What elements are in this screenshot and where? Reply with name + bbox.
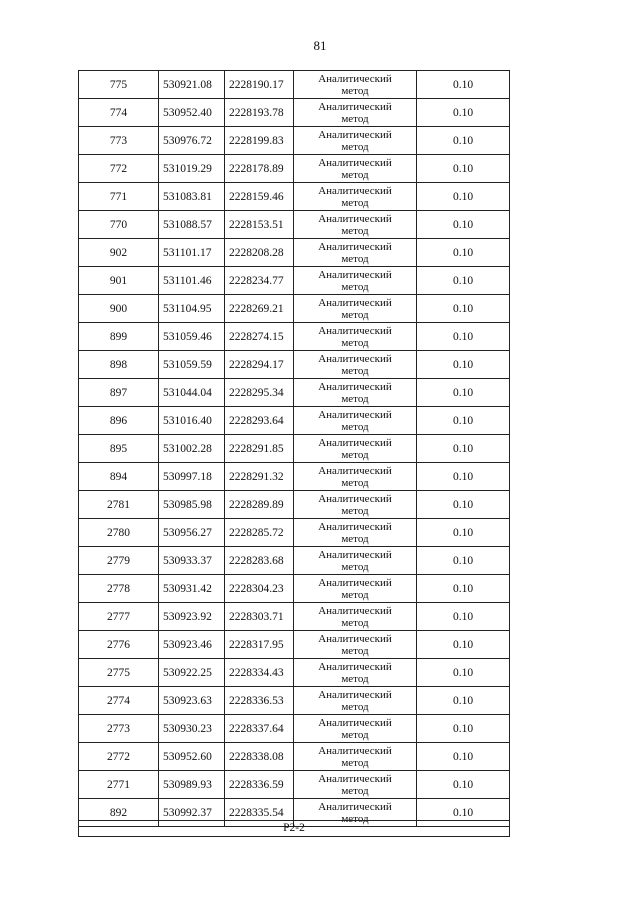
accuracy-cell: 0.10 — [417, 771, 510, 799]
method-cell — [294, 295, 417, 323]
y-coordinate-cell: 2228294.17 — [225, 351, 294, 379]
x-coordinate-cell: 531044.04 — [159, 379, 225, 407]
table-row — [79, 379, 510, 407]
method-cell — [294, 323, 417, 351]
point-id-cell: 2771 — [79, 771, 159, 799]
y-coordinate-cell: 2228159.46 — [225, 183, 294, 211]
x-coordinate-cell: 531059.59 — [159, 351, 225, 379]
accuracy-cell: 0.10 — [417, 407, 510, 435]
method-line-2: метод — [341, 476, 369, 489]
table-row — [79, 575, 510, 603]
method-line-2: метод — [341, 168, 369, 181]
table-row — [79, 715, 510, 743]
accuracy-cell: 0.10 — [417, 715, 510, 743]
method-line-2: метод — [341, 336, 369, 349]
method-line-1: Аналитический — [318, 660, 392, 673]
method-line-2: метод — [341, 196, 369, 209]
method-line-1: Аналитический — [318, 408, 392, 421]
method-cell — [294, 379, 417, 407]
coordinates-table — [78, 70, 510, 827]
point-id-cell: 774 — [79, 99, 159, 127]
method-cell — [294, 351, 417, 379]
x-coordinate-cell: 531101.46 — [159, 267, 225, 295]
y-coordinate-cell: 2228234.77 — [225, 267, 294, 295]
method-cell — [294, 771, 417, 799]
method-line-1: Аналитический — [318, 632, 392, 645]
x-coordinate-cell: 531019.29 — [159, 155, 225, 183]
method-cell — [294, 99, 417, 127]
method-line-1: Аналитический — [318, 352, 392, 365]
y-coordinate-cell: 2228208.28 — [225, 239, 294, 267]
accuracy-cell: 0.10 — [417, 519, 510, 547]
table-row — [79, 771, 510, 799]
method-line-1: Аналитический — [318, 156, 392, 169]
y-coordinate-cell: 2228283.68 — [225, 547, 294, 575]
method-line-1: Аналитический — [318, 520, 392, 533]
method-line-1: Аналитический — [318, 716, 392, 729]
method-cell — [294, 491, 417, 519]
table-row — [79, 71, 510, 99]
accuracy-cell: 0.10 — [417, 267, 510, 295]
x-coordinate-cell: 530952.40 — [159, 99, 225, 127]
y-coordinate-cell: 2228338.08 — [225, 743, 294, 771]
accuracy-cell: 0.10 — [417, 547, 510, 575]
method-line-2: метод — [341, 140, 369, 153]
accuracy-cell: 0.10 — [417, 295, 510, 323]
y-coordinate-cell: 2228293.64 — [225, 407, 294, 435]
method-line-2: метод — [341, 392, 369, 405]
x-coordinate-cell: 531101.17 — [159, 239, 225, 267]
method-cell — [294, 183, 417, 211]
x-coordinate-cell: 530923.46 — [159, 631, 225, 659]
method-cell — [294, 155, 417, 183]
table-row — [79, 547, 510, 575]
method-line-1: Аналитический — [318, 492, 392, 505]
x-coordinate-cell: 530992.37 — [159, 799, 225, 827]
point-id-cell: 770 — [79, 211, 159, 239]
method-line-1: Аналитический — [318, 212, 392, 225]
y-coordinate-cell: 2228336.53 — [225, 687, 294, 715]
method-line-2: метод — [341, 728, 369, 741]
method-line-1: Аналитический — [318, 436, 392, 449]
x-coordinate-cell: 530923.63 — [159, 687, 225, 715]
point-id-cell: 898 — [79, 351, 159, 379]
point-id-cell: 897 — [79, 379, 159, 407]
method-line-2: метод — [341, 420, 369, 433]
table-row — [79, 267, 510, 295]
method-cell — [294, 211, 417, 239]
table-row — [79, 435, 510, 463]
method-line-1: Аналитический — [318, 184, 392, 197]
x-coordinate-cell: 530930.23 — [159, 715, 225, 743]
x-coordinate-cell: 531104.95 — [159, 295, 225, 323]
method-line-1: Аналитический — [318, 240, 392, 253]
y-coordinate-cell: 2228295.34 — [225, 379, 294, 407]
method-cell — [294, 603, 417, 631]
accuracy-cell: 0.10 — [417, 743, 510, 771]
x-coordinate-cell: 530931.42 — [159, 575, 225, 603]
method-line-1: Аналитический — [318, 772, 392, 785]
point-id-cell: 2778 — [79, 575, 159, 603]
point-id-cell: 895 — [79, 435, 159, 463]
method-line-2: метод — [341, 784, 369, 797]
point-id-cell: 2781 — [79, 491, 159, 519]
method-line-2: метод — [341, 812, 369, 825]
x-coordinate-cell: 531059.46 — [159, 323, 225, 351]
method-line-2: метод — [341, 112, 369, 125]
method-line-2: метод — [341, 308, 369, 321]
method-line-2: метод — [341, 756, 369, 769]
method-line-2: метод — [341, 84, 369, 97]
method-cell — [294, 71, 417, 99]
section-footer: Р2-2 — [78, 820, 510, 837]
x-coordinate-cell: 531088.57 — [159, 211, 225, 239]
y-coordinate-cell: 2228190.17 — [225, 71, 294, 99]
method-line-2: метод — [341, 588, 369, 601]
accuracy-cell: 0.10 — [417, 631, 510, 659]
method-cell — [294, 659, 417, 687]
accuracy-cell: 0.10 — [417, 351, 510, 379]
point-id-cell: 900 — [79, 295, 159, 323]
table-row — [79, 687, 510, 715]
method-cell — [294, 267, 417, 295]
y-coordinate-cell: 2228304.23 — [225, 575, 294, 603]
point-id-cell: 899 — [79, 323, 159, 351]
table-row — [79, 491, 510, 519]
method-line-1: Аналитический — [318, 128, 392, 141]
method-line-1: Аналитический — [318, 688, 392, 701]
table-row — [79, 211, 510, 239]
method-cell — [294, 435, 417, 463]
accuracy-cell: 0.10 — [417, 435, 510, 463]
page-number: 81 — [313, 38, 327, 53]
method-line-2: метод — [341, 504, 369, 517]
point-id-cell: 2780 — [79, 519, 159, 547]
method-line-2: метод — [341, 700, 369, 713]
x-coordinate-cell: 530989.93 — [159, 771, 225, 799]
table-row — [79, 603, 510, 631]
point-id-cell: 894 — [79, 463, 159, 491]
table-row — [79, 743, 510, 771]
table-row — [79, 407, 510, 435]
point-id-cell: 775 — [79, 71, 159, 99]
table-row — [79, 99, 510, 127]
method-line-2: метод — [341, 364, 369, 377]
y-coordinate-cell: 2228336.59 — [225, 771, 294, 799]
method-line-1: Аналитический — [318, 100, 392, 113]
y-coordinate-cell: 2228291.32 — [225, 463, 294, 491]
accuracy-cell: 0.10 — [417, 211, 510, 239]
table-row — [79, 295, 510, 323]
accuracy-cell: 0.10 — [417, 575, 510, 603]
y-coordinate-cell: 2228291.85 — [225, 435, 294, 463]
accuracy-cell: 0.10 — [417, 323, 510, 351]
accuracy-cell: 0.10 — [417, 659, 510, 687]
accuracy-cell: 0.10 — [417, 603, 510, 631]
method-cell — [294, 575, 417, 603]
method-cell — [294, 547, 417, 575]
y-coordinate-cell: 2228285.72 — [225, 519, 294, 547]
y-coordinate-cell: 2228193.78 — [225, 99, 294, 127]
y-coordinate-cell: 2228334.43 — [225, 659, 294, 687]
accuracy-cell: 0.10 — [417, 379, 510, 407]
accuracy-cell: 0.10 — [417, 687, 510, 715]
point-id-cell: 2776 — [79, 631, 159, 659]
method-line-2: метод — [341, 560, 369, 573]
x-coordinate-cell: 530923.92 — [159, 603, 225, 631]
method-cell — [294, 715, 417, 743]
accuracy-cell: 0.10 — [417, 239, 510, 267]
x-coordinate-cell: 530922.25 — [159, 659, 225, 687]
y-coordinate-cell: 2228178.89 — [225, 155, 294, 183]
y-coordinate-cell: 2228303.71 — [225, 603, 294, 631]
method-line-1: Аналитический — [318, 324, 392, 337]
method-line-1: Аналитический — [318, 548, 392, 561]
method-line-1: Аналитический — [318, 744, 392, 757]
method-cell — [294, 743, 417, 771]
x-coordinate-cell: 530976.72 — [159, 127, 225, 155]
x-coordinate-cell: 531016.40 — [159, 407, 225, 435]
x-coordinate-cell: 530921.08 — [159, 71, 225, 99]
method-cell — [294, 463, 417, 491]
y-coordinate-cell: 2228289.89 — [225, 491, 294, 519]
method-cell — [294, 519, 417, 547]
method-line-1: Аналитический — [318, 268, 392, 281]
method-line-1: Аналитический — [318, 464, 392, 477]
x-coordinate-cell: 530985.98 — [159, 491, 225, 519]
coordinates-table-wrapper — [78, 70, 510, 827]
point-id-cell: 773 — [79, 127, 159, 155]
table-row — [79, 659, 510, 687]
accuracy-cell: 0.10 — [417, 155, 510, 183]
method-line-2: метод — [341, 252, 369, 265]
accuracy-cell: 0.10 — [417, 799, 510, 827]
y-coordinate-cell: 2228337.64 — [225, 715, 294, 743]
method-line-2: метод — [341, 672, 369, 685]
table-row — [79, 631, 510, 659]
method-line-1: Аналитический — [318, 296, 392, 309]
method-line-2: метод — [341, 280, 369, 293]
x-coordinate-cell: 531002.28 — [159, 435, 225, 463]
y-coordinate-cell: 2228153.51 — [225, 211, 294, 239]
x-coordinate-cell: 530952.60 — [159, 743, 225, 771]
y-coordinate-cell: 2228274.15 — [225, 323, 294, 351]
x-coordinate-cell: 530956.27 — [159, 519, 225, 547]
coordinates-table-body — [79, 71, 510, 827]
table-row — [79, 239, 510, 267]
method-line-2: метод — [341, 616, 369, 629]
method-line-1: Аналитический — [318, 380, 392, 393]
x-coordinate-cell: 531083.81 — [159, 183, 225, 211]
method-line-2: метод — [341, 224, 369, 237]
table-row — [79, 127, 510, 155]
method-line-2: метод — [341, 644, 369, 657]
point-id-cell: 892 — [79, 799, 159, 827]
table-row — [79, 155, 510, 183]
accuracy-cell: 0.10 — [417, 127, 510, 155]
table-row — [79, 463, 510, 491]
table-row — [79, 183, 510, 211]
point-id-cell: 2774 — [79, 687, 159, 715]
point-id-cell: 896 — [79, 407, 159, 435]
point-id-cell: 902 — [79, 239, 159, 267]
table-row — [79, 351, 510, 379]
method-line-1: Аналитический — [318, 576, 392, 589]
point-id-cell: 901 — [79, 267, 159, 295]
point-id-cell: 2779 — [79, 547, 159, 575]
y-coordinate-cell: 2228335.54 — [225, 799, 294, 827]
accuracy-cell: 0.10 — [417, 183, 510, 211]
method-line-2: метод — [341, 532, 369, 545]
accuracy-cell: 0.10 — [417, 463, 510, 491]
y-coordinate-cell: 2228199.83 — [225, 127, 294, 155]
accuracy-cell: 0.10 — [417, 491, 510, 519]
point-id-cell: 771 — [79, 183, 159, 211]
method-line-2: метод — [341, 448, 369, 461]
method-cell — [294, 127, 417, 155]
point-id-cell: 2775 — [79, 659, 159, 687]
y-coordinate-cell: 2228269.21 — [225, 295, 294, 323]
method-line-1: Аналитический — [318, 72, 392, 85]
x-coordinate-cell: 530933.37 — [159, 547, 225, 575]
table-row — [79, 323, 510, 351]
method-cell — [294, 239, 417, 267]
method-cell — [294, 631, 417, 659]
y-coordinate-cell: 2228317.95 — [225, 631, 294, 659]
point-id-cell: 2777 — [79, 603, 159, 631]
x-coordinate-cell: 530997.18 — [159, 463, 225, 491]
point-id-cell: 2773 — [79, 715, 159, 743]
accuracy-cell: 0.10 — [417, 71, 510, 99]
method-line-1: Аналитический — [318, 604, 392, 617]
accuracy-cell: 0.10 — [417, 99, 510, 127]
method-line-1: Аналитический — [318, 800, 392, 813]
point-id-cell: 772 — [79, 155, 159, 183]
method-cell — [294, 407, 417, 435]
point-id-cell: 2772 — [79, 743, 159, 771]
method-cell — [294, 687, 417, 715]
table-row — [79, 519, 510, 547]
